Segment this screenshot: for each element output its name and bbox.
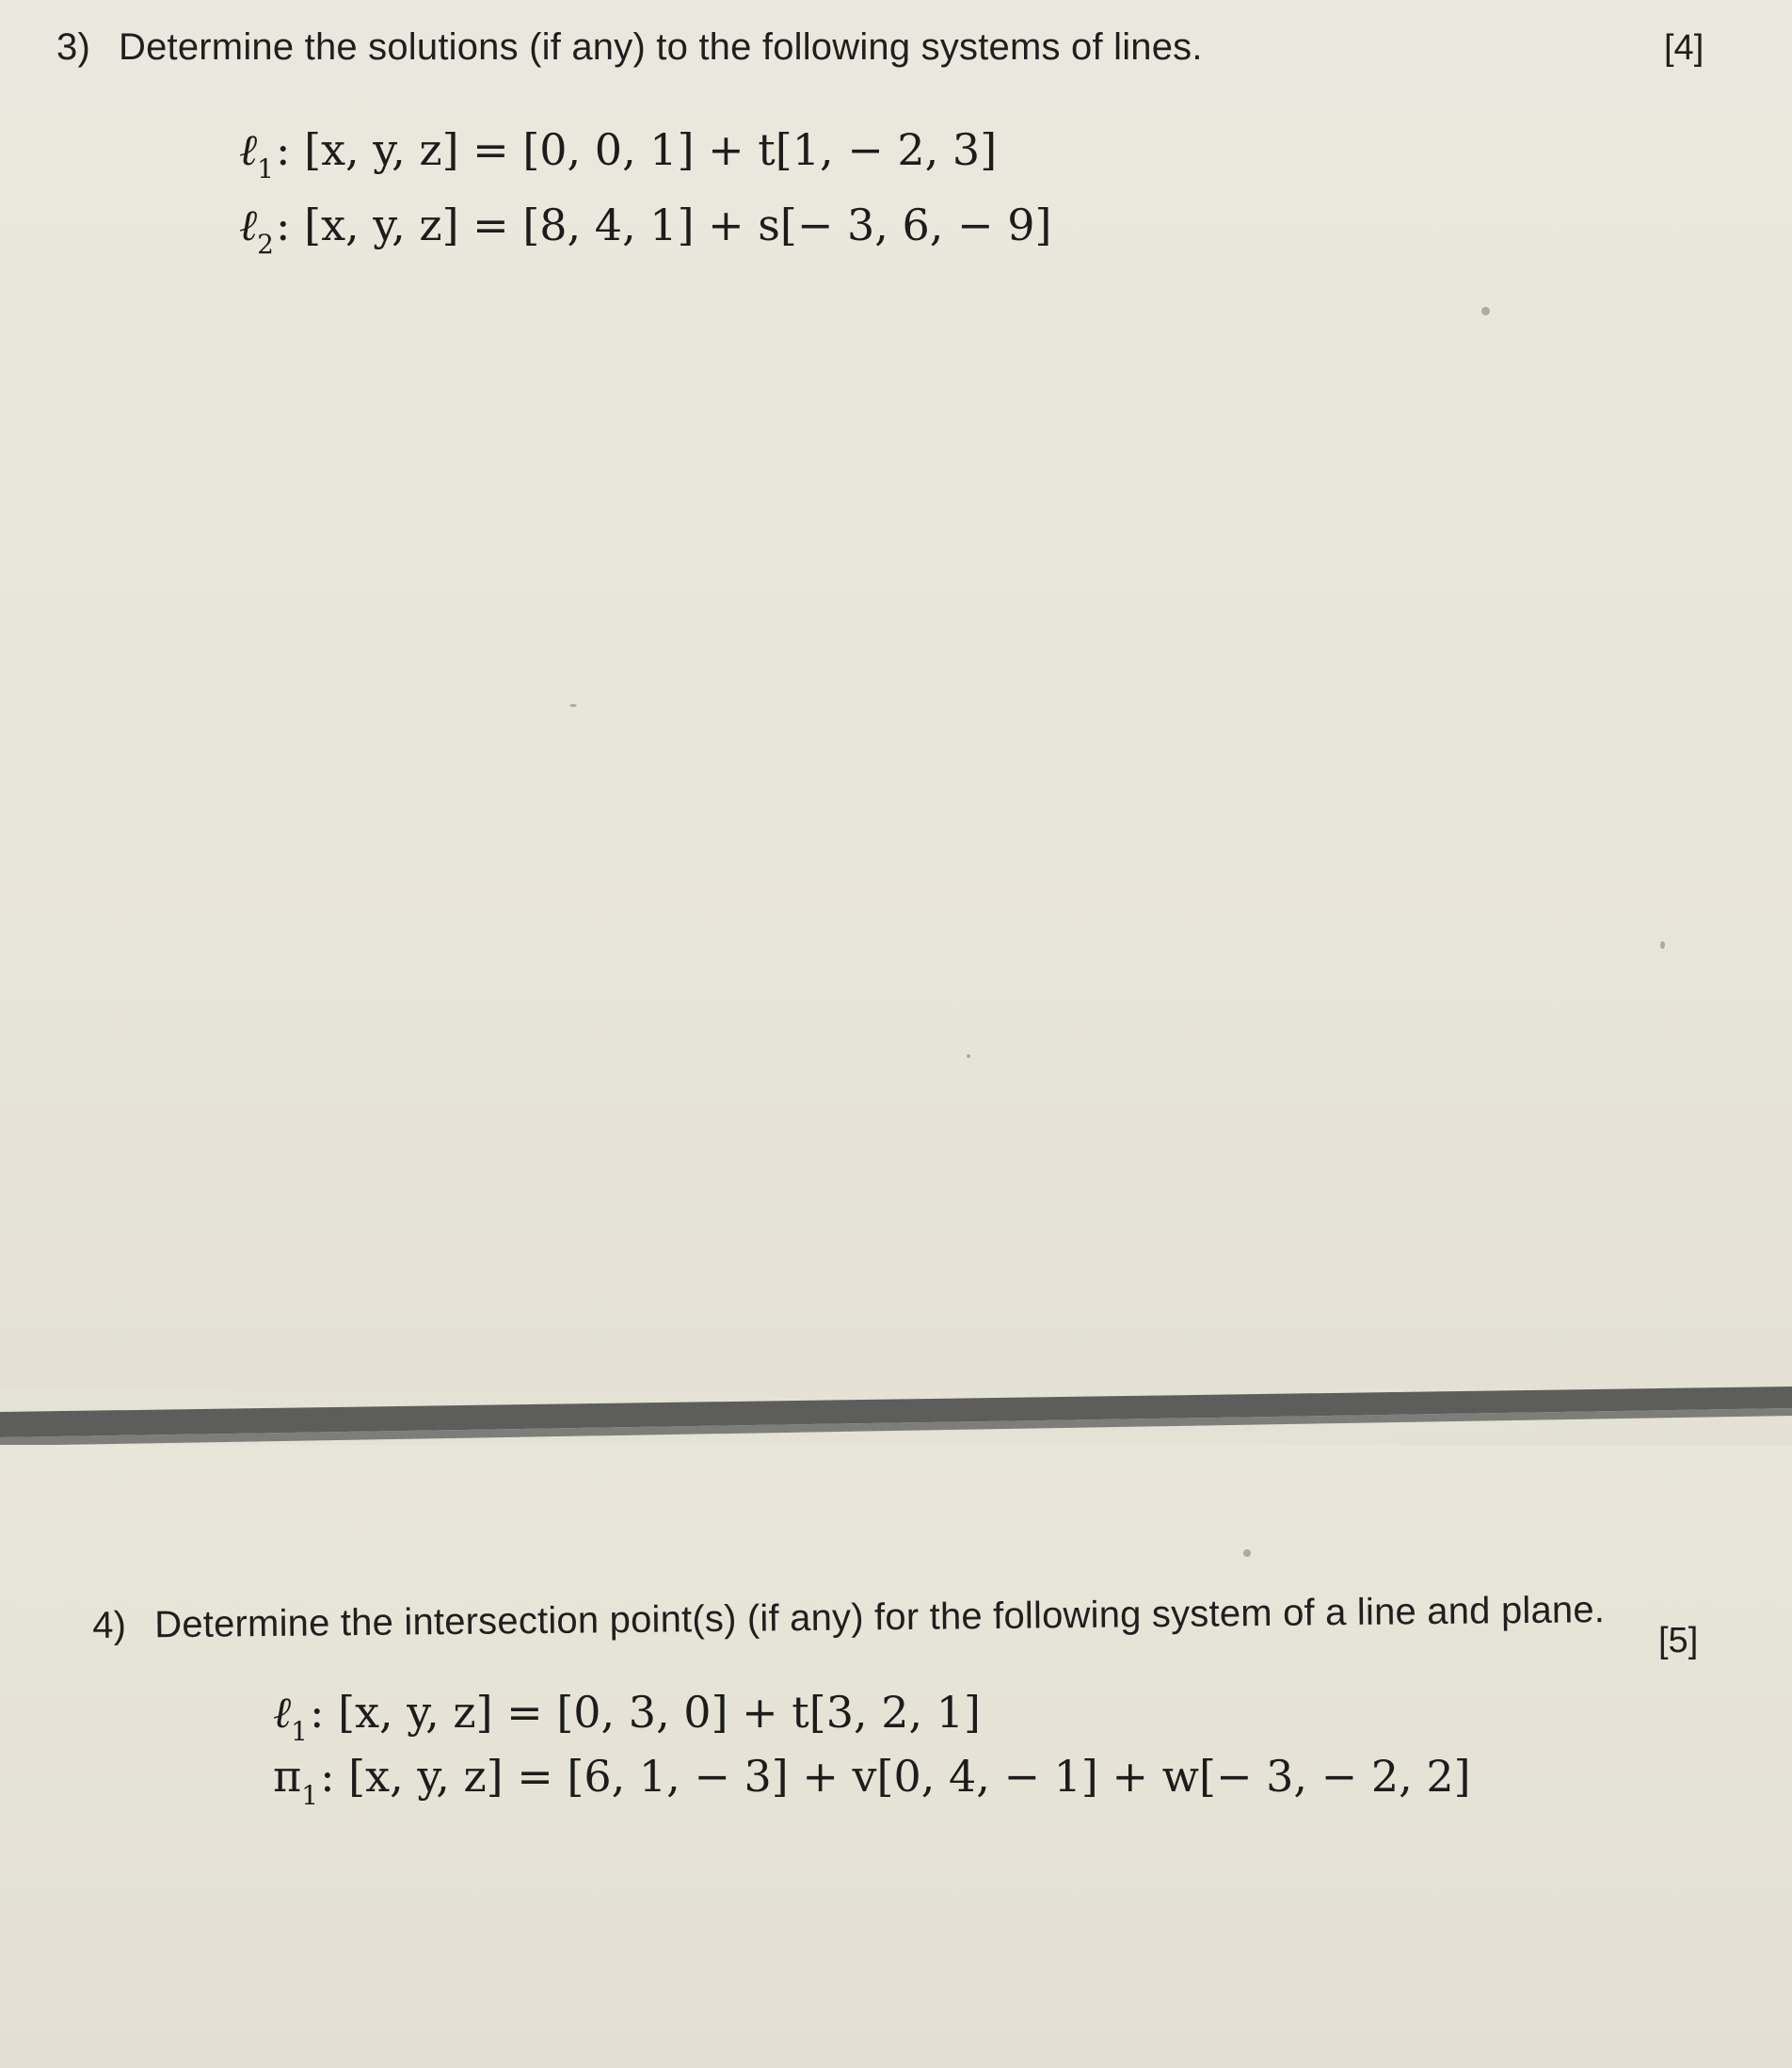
paper-speck — [1481, 307, 1490, 315]
paper-speck — [569, 704, 577, 707]
line-2-subscript: 2 — [257, 229, 274, 260]
question-4-marks: [5] — [1658, 1621, 1699, 1660]
plane-symbol: π — [273, 1751, 302, 1802]
question-4-plane-equation — [273, 1751, 1471, 1811]
question-4-number: 4) — [92, 1604, 127, 1646]
line-1-symbol: ℓ — [239, 124, 258, 175]
line-expression: : [x, y, z] = [0, 3, 0] + t[3, 2, 1] — [310, 1687, 981, 1738]
question-3-line-1-equation — [239, 124, 998, 184]
paper-speck — [967, 1054, 970, 1058]
question-3-line-2-equation — [239, 200, 1052, 260]
line-subscript: 1 — [291, 1716, 308, 1747]
paper-speck — [1660, 941, 1665, 949]
question-3-number: 3) — [56, 26, 90, 68]
line-1-expression: : [x, y, z] = [0, 0, 1] + t[1, − 2, 3] — [276, 124, 998, 175]
plane-subscript: 1 — [301, 1780, 319, 1811]
line-symbol: ℓ — [273, 1687, 292, 1738]
question-3-heading — [56, 26, 1203, 69]
question-3-prompt: Determine the solutions (if any) to the following systems of lines. — [119, 26, 1203, 68]
page-edge-divider — [0, 1384, 1792, 1450]
line-2-symbol: ℓ — [239, 200, 258, 250]
paper-speck — [1243, 1549, 1251, 1557]
question-3-marks: [4] — [1664, 28, 1704, 68]
line-1-subscript: 1 — [257, 153, 274, 184]
question-4-line-equation — [273, 1687, 981, 1747]
line-2-expression: : [x, y, z] = [8, 4, 1] + s[− 3, 6, − 9] — [276, 200, 1052, 250]
question-4-prompt: Determine the intersection point(s) (if any) for the following system of a line and plane. — [153, 1589, 1606, 1646]
plane-expression: : [x, y, z] = [6, 1, − 3] + v[0, 4, − 1] + w[− 3, − 2, 2] — [320, 1751, 1471, 1802]
